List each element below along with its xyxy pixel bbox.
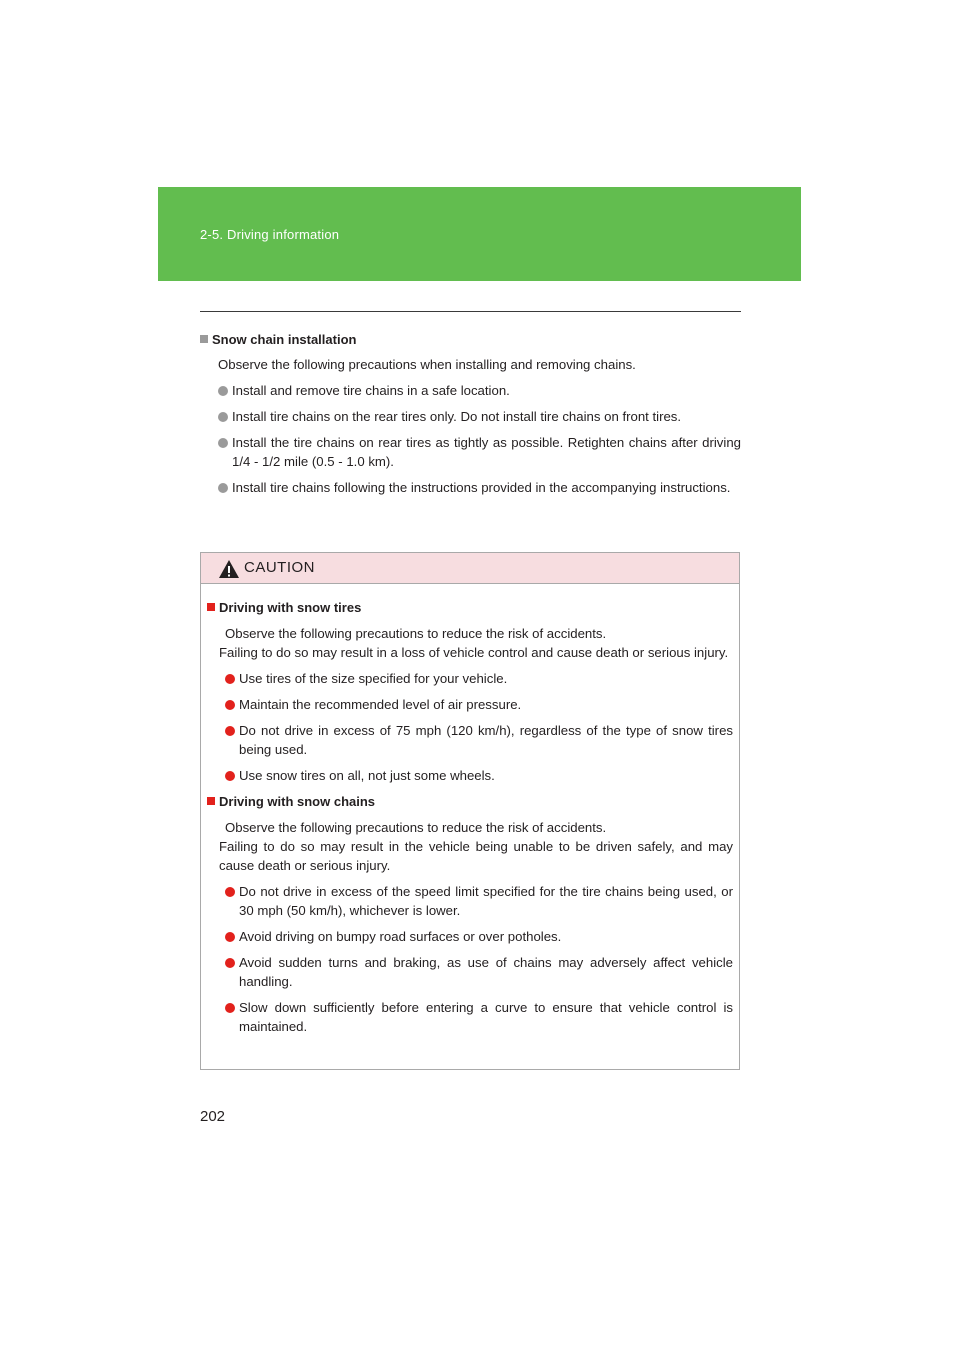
caution-header xyxy=(201,553,739,584)
square-bullet-icon xyxy=(207,603,215,611)
round-bullet-icon xyxy=(225,726,235,736)
caution-box xyxy=(200,552,740,1070)
list-item: Do not drive in excess of the speed limit specified for the tire chains being used, or 30 mph (50 km/h), whichever is lower. xyxy=(225,882,733,920)
section-title: 2-5. Driving information xyxy=(200,227,340,242)
snow-chains-warning: Failing to do so may result in the vehicle being unable to be driven safely, and may cause death or serious injury. xyxy=(219,839,733,873)
page-number: 202 xyxy=(200,1108,226,1125)
list-item: Use tires of the size specified for your vehicle. xyxy=(225,669,733,688)
list-item: Use snow tires on all, not just some wheels. xyxy=(225,766,733,785)
round-bullet-icon xyxy=(225,771,235,781)
list-item: Avoid driving on bumpy road surfaces or over potholes. xyxy=(225,927,733,946)
snow-tires-heading: Driving with snow tires xyxy=(207,598,733,617)
round-bullet-icon xyxy=(225,958,235,968)
list-item: Install and remove tire chains in a safe location. xyxy=(218,381,741,400)
round-bullet-icon xyxy=(218,386,228,396)
snow-tires-group xyxy=(207,598,733,785)
list-item: Install tire chains on the rear tires only. Do not install tire chains on front tires. xyxy=(218,407,741,426)
top-divider xyxy=(200,311,741,312)
round-bullet-icon xyxy=(218,412,228,422)
snow-chains-heading: Driving with snow chains xyxy=(207,792,733,811)
warning-triangle-icon xyxy=(218,559,240,579)
round-bullet-icon xyxy=(225,1003,235,1013)
section-header-band xyxy=(158,187,801,281)
list-item: Maintain the recommended level of air pressure. xyxy=(225,695,733,714)
round-bullet-icon xyxy=(225,932,235,942)
snow-tires-warning: Failing to do so may result in a loss of vehicle control and cause death or serious injury. xyxy=(219,645,729,660)
snow-chain-section xyxy=(200,330,741,504)
list-item: Install the tire chains on rear tires as tightly as possible. Retighten chains after driving 1/4 - 1/2 mile (0.5 - 1.0 km). xyxy=(218,433,741,471)
list-item: Install tire chains following the instructions provided in the accompanying instructions. xyxy=(218,478,741,497)
list-item: Do not drive in excess of 75 mph (120 km/h), regardless of the type of snow tires being used. xyxy=(225,721,733,759)
square-bullet-icon xyxy=(207,797,215,805)
round-bullet-icon xyxy=(218,438,228,448)
snow-chains-intro: Observe the following precautions to reduce the risk of accidents. xyxy=(225,820,607,835)
list-item: Slow down sufficiently before entering a curve to ensure that vehicle control is maintained. xyxy=(225,998,733,1036)
round-bullet-icon xyxy=(225,700,235,710)
square-bullet-icon xyxy=(200,335,208,343)
round-bullet-icon xyxy=(218,483,228,493)
list-item: Avoid sudden turns and braking, as use of chains may adversely affect vehicle handling. xyxy=(225,953,733,991)
snow-chains-group xyxy=(207,792,733,1036)
caution-label: CAUTION xyxy=(244,559,315,576)
caution-body xyxy=(201,584,739,1036)
snow-chain-heading: Snow chain installation xyxy=(200,330,741,349)
snow-chain-intro: Observe the following precautions when installing and removing chains. xyxy=(218,357,636,372)
round-bullet-icon xyxy=(225,887,235,897)
snow-tires-intro: Observe the following precautions to reduce the risk of accidents. xyxy=(225,626,607,641)
round-bullet-icon xyxy=(225,674,235,684)
